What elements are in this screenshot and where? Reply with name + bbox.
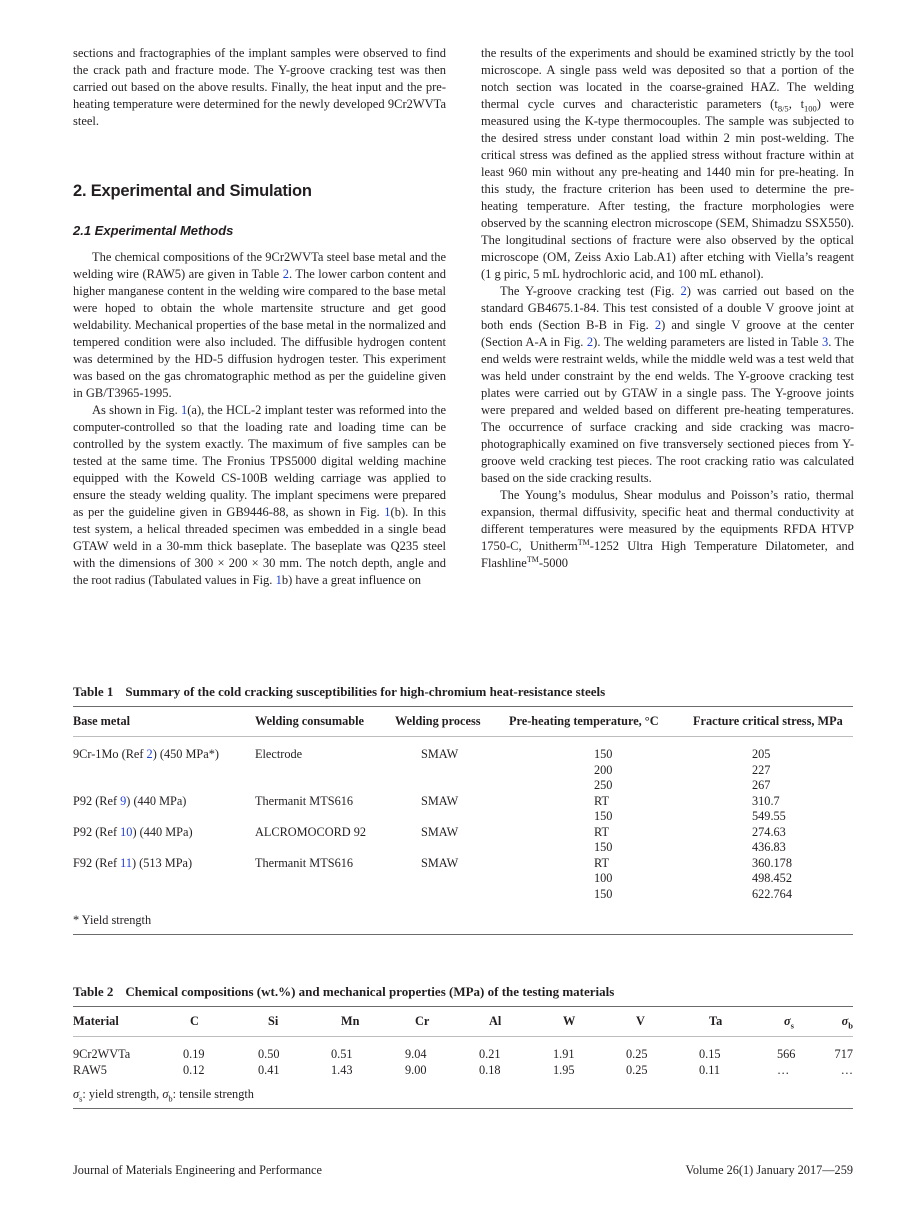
stress-cell xyxy=(693,856,853,903)
sigma-symbol: σ xyxy=(73,1087,80,1101)
journal-name: Journal of Materials Engineering and Performance xyxy=(73,1163,322,1177)
column-header: V xyxy=(636,1014,645,1028)
value-cell: 717 xyxy=(834,1047,853,1061)
text: , t xyxy=(788,97,805,111)
text: ) and single V groove at the center (Section A-A in Fig. xyxy=(481,318,854,349)
material-cell: 9Cr2WVTa xyxy=(73,1047,131,1061)
y-groove-paragraph xyxy=(481,283,854,487)
stress-cell xyxy=(693,825,853,856)
base-metal-cell xyxy=(73,856,255,903)
reference-link[interactable]: 11 xyxy=(120,855,132,870)
text: -5000 xyxy=(538,556,569,570)
column-header: Fracture critical stress, MPa xyxy=(693,714,843,728)
column-header xyxy=(829,1007,853,1036)
value-cell: 0.41 xyxy=(258,1062,280,1077)
subscript: s xyxy=(790,1020,794,1031)
temperature-cell xyxy=(509,825,693,856)
column-header: Welding consumable xyxy=(255,714,364,728)
table-header-row xyxy=(73,1007,853,1036)
value: 100 xyxy=(594,871,613,885)
consumable-cell: Thermanit MTS616 xyxy=(255,793,354,808)
value-cell: 0.12 xyxy=(183,1062,205,1077)
text: ) were measured using the K-type thermocouples. The sample was subjected to the desired stress under constant load within 2 min post-welding. The critical stress was defined as the applied stress without fracture within at least 960 min without any pre-heating and 1440 min for pre-heating. In this study, the fracture criterion has been used to determine the pre-heating temperature. After testing, the fracture morphologies were observed by the scanning electron microscope (SEM, Shimadzu SSX550). The longitudinal sections of fracture were also observed by the optical microscope (OM, Zeiss Axio Lab.A1) after etching with Viella’s reagent (1 g piric, 5 mL hydrochloric acid, and 100 mL ethanol). xyxy=(481,97,854,281)
text: the results of the experiments and should be examined strictly by the tool microscope. A single pass weld was deposited so that a portion of the notch section was located in the coarse-grained HAZ. The welding thermal cycle curves and characteristic parameters (t xyxy=(481,46,854,111)
text: The Young’s modulus, Shear modulus and Poisson’s ratio, thermal expansion, thermal diffusivity, specific heat and thermal conductivity at different temperatures were measured by the equipments RFDA HTVP 1750-C, Unitherm xyxy=(481,488,854,553)
stress-cell xyxy=(693,794,853,825)
material-properties-paragraph xyxy=(481,487,854,572)
value: 622.764 xyxy=(752,886,792,901)
base-metal-cell xyxy=(73,825,255,856)
process-cell: SMAW xyxy=(421,793,459,808)
text: 9Cr-1Mo (Ref xyxy=(73,747,147,761)
value-cell: 0.51 xyxy=(331,1047,353,1061)
column-header: Al xyxy=(489,1014,502,1028)
right-column xyxy=(481,45,854,572)
value-cell: 0.11 xyxy=(699,1062,721,1077)
implant-test-paragraph xyxy=(73,402,446,589)
text: (b). In this test system, a helical threaded specimen was embedded in a single bead GTAW weld in a 30-mm thick baseplate. The baseplate was Q235 steel with the dimensions of 300 × 200 × 30 mm. The notch depth, angle and the root radius (Tabulated values in Fig. xyxy=(73,505,446,587)
table-1-grid xyxy=(73,707,853,736)
value: 250 xyxy=(594,778,613,792)
reference-link[interactable]: 2 xyxy=(146,747,153,761)
value-cell: 0.18 xyxy=(479,1062,501,1077)
table-row xyxy=(73,794,853,825)
sigma-symbol: σ xyxy=(162,1087,169,1101)
value: 436.83 xyxy=(752,840,786,854)
value-cell: 0.25 xyxy=(626,1047,648,1061)
value-cell: … xyxy=(777,1062,790,1077)
value-cell: 566 xyxy=(777,1047,796,1061)
text: ) (513 MPa) xyxy=(131,855,193,870)
figure-1-link[interactable]: 1 xyxy=(384,505,391,519)
volume-page: Volume 26(1) January 2017—259 xyxy=(685,1163,853,1177)
text: . The lower carbon content and higher manganese content in the welding wire compared to the base metal were hoped to obtain the whole martensite structure and get good weldability. Mechanical properties of the base metal in the normalized and tempered condition were also included. The diffusible hydrogen content was determined by the HD-5 diffusion hydrogen tester. This experiment was based on the gas chromatographic method as per the guideline given in GB/T3965-1995. xyxy=(73,267,447,400)
table-2-grid xyxy=(73,1007,853,1036)
temperature-cell xyxy=(509,856,693,903)
value: 267 xyxy=(752,778,771,792)
table-2-footnote xyxy=(73,1087,853,1108)
column-header: Ta xyxy=(709,1014,723,1028)
value-cell: 0.15 xyxy=(699,1047,721,1061)
value: RT xyxy=(594,855,609,870)
column-header xyxy=(767,1007,829,1036)
subscript: 8/5 xyxy=(777,103,789,114)
value-cell: 0.50 xyxy=(258,1047,280,1061)
table-row xyxy=(73,1047,853,1063)
text: As shown in Fig. xyxy=(92,403,181,417)
table-title: Chemical compositions (wt.%) and mechanical properties (MPa) of the testing materials xyxy=(125,984,615,999)
value-cell: 1.95 xyxy=(553,1062,575,1077)
column-header: Mn xyxy=(341,1014,360,1028)
intro-paragraph-end: sections and fractographies of the implant samples were observed to find the crack path and fracture mode. The Y-groove cracking test was then carried out based on the above results. Finally, the heat input and the pre-heating temperature were determined for the newly developed 9Cr2WVTa steel. xyxy=(73,46,446,128)
trademark: TM xyxy=(577,537,590,547)
page-footer xyxy=(73,1163,853,1178)
reference-link[interactable]: 9 xyxy=(120,793,127,808)
table-rule xyxy=(73,1108,853,1109)
process-cell: SMAW xyxy=(421,747,459,761)
table-number: Table 2 xyxy=(73,984,114,999)
column-header: C xyxy=(190,1014,199,1028)
value: RT xyxy=(594,793,609,808)
implant-continuation-paragraph xyxy=(481,45,854,283)
table-2-body xyxy=(73,1047,853,1078)
table-3-link[interactable]: 3 xyxy=(821,335,829,349)
column-header: Cr xyxy=(415,1014,430,1028)
table-1-footnote: * Yield strength xyxy=(73,913,152,927)
table-number: Table 1 xyxy=(73,684,114,699)
chemical-composition-paragraph xyxy=(73,249,446,402)
process-cell: SMAW xyxy=(421,855,459,870)
sigma-symbol: σ xyxy=(784,1014,791,1028)
table-row xyxy=(73,747,853,794)
text: -1252 Ultra High Temperature Dilatometer, and Flashline xyxy=(481,539,854,570)
base-metal-cell xyxy=(73,794,255,825)
value-cell: 9.00 xyxy=(405,1062,427,1077)
text: b) have a great influence on xyxy=(281,573,421,587)
consumable-cell: Thermanit MTS616 xyxy=(255,855,354,870)
value-cell: 0.19 xyxy=(183,1047,205,1061)
text: (a), the HCL-2 implant tester was reformed into the computer-controlled so that the loading rate and loading time can be controlled by the system exactly. The maximum of five samples can be tested at the same time. The Fronius TPS5000 digital welding machine equipped with the Koweld CS-100B welding carriage was applied to ensure the steady welding quality. The implant specimens were prepared as per the guideline given in GB9446-88, as shown in Fig. xyxy=(73,403,446,519)
text: The chemical compositions of the 9Cr2WVTa steel base metal and the welding wire (RAW5) are given in Table xyxy=(73,250,446,281)
table-header-row xyxy=(73,707,853,736)
value-cell: 0.25 xyxy=(626,1062,648,1077)
column-header: Pre-heating temperature, °C xyxy=(509,714,659,728)
text: ) (440 MPa) xyxy=(132,824,193,839)
table-2-caption xyxy=(73,983,853,1000)
subsection-heading: 2.1 Experimental Methods xyxy=(73,223,234,238)
value: 150 xyxy=(594,840,613,854)
temperature-cell xyxy=(509,794,693,825)
value-cell: … xyxy=(840,1062,853,1077)
table-row xyxy=(73,1063,853,1079)
text: : tensile strength xyxy=(172,1087,254,1101)
subscript: s xyxy=(79,1093,83,1104)
text: ) (440 MPa) xyxy=(126,793,187,808)
subscript: 100 xyxy=(804,103,817,114)
value: 310.7 xyxy=(752,793,780,808)
value-cell: 0.21 xyxy=(479,1047,501,1061)
value: RT xyxy=(594,824,609,839)
column-header: Welding process xyxy=(395,714,481,728)
material-cell: RAW5 xyxy=(73,1062,107,1077)
base-metal-cell xyxy=(73,747,255,794)
table-title: Summary of the cold cracking susceptibilities for high-chromium heat-resistance steels xyxy=(125,684,606,699)
value: 150 xyxy=(594,809,613,823)
column-header: Base metal xyxy=(73,714,131,728)
table-row xyxy=(73,856,853,903)
figure-1-link[interactable]: 1 xyxy=(275,573,282,587)
value: 200 xyxy=(594,762,613,777)
value: 150 xyxy=(594,886,613,901)
figure-2-link[interactable]: 2 xyxy=(654,318,662,332)
value-cell: 9.04 xyxy=(405,1047,427,1061)
figure-1-link[interactable]: 1 xyxy=(180,403,188,417)
text: ) (450 MPa*) xyxy=(152,747,219,761)
temperature-cell xyxy=(509,747,693,794)
subscript: b xyxy=(848,1020,853,1031)
table-1-body xyxy=(73,747,853,902)
text: ). The welding parameters are listed in Table xyxy=(593,335,822,349)
value: 227 xyxy=(752,762,771,777)
figure-2-link[interactable]: 2 xyxy=(586,335,594,349)
text: The Y-groove cracking test (Fig. xyxy=(500,284,681,298)
consumable-cell: ALCROMOCORD 92 xyxy=(255,824,367,839)
text: : yield strength, xyxy=(82,1087,163,1101)
text: P92 (Ref xyxy=(73,824,121,839)
process-cell: SMAW xyxy=(421,824,459,839)
table-rule xyxy=(73,934,853,935)
value: 274.63 xyxy=(752,824,786,839)
subscript: b xyxy=(168,1093,173,1104)
table-2-link[interactable]: 2 xyxy=(282,267,289,281)
trademark: TM xyxy=(526,554,539,564)
figure-2-link[interactable]: 2 xyxy=(680,284,687,298)
value-cell: 1.91 xyxy=(553,1047,575,1061)
left-column xyxy=(73,45,446,589)
column-header: W xyxy=(563,1014,576,1028)
section-heading: 2. Experimental and Simulation xyxy=(73,182,312,200)
value-cell: 1.43 xyxy=(331,1062,353,1077)
table-1 xyxy=(73,683,853,935)
value: 498.452 xyxy=(752,871,792,885)
text: . The end welds were restraint welds, while the middle weld was a test weld that was held under constraint by the end welds. The Y-groove cracking test plates were carried out by GTAW in a single pass. The Y-groove joints were prepared and welded based on different pre-heating temperatures. The occurrence of surface cracking and side cracking was macro-photographically examined on five transversely sectioned pieces from Y-groove weld cracking test pieces. The root cracking ratio was calculated based on the side cracking results. xyxy=(481,335,854,485)
value: 205 xyxy=(752,747,771,761)
reference-link[interactable]: 10 xyxy=(120,824,133,839)
value: 360.178 xyxy=(752,855,792,870)
column-header: Material xyxy=(73,1014,119,1028)
table-row xyxy=(73,825,853,856)
stress-cell xyxy=(693,747,853,794)
text: F92 (Ref xyxy=(73,855,121,870)
column-header: Si xyxy=(268,1014,279,1028)
consumable-cell: Electrode xyxy=(255,747,303,761)
text: ) was carried out based on the standard GB4675.1-84. This test consisted of a double V groove joint at both ends (Section B-B in Fig. xyxy=(481,284,855,332)
text: P92 (Ref xyxy=(73,793,121,808)
table-1-caption xyxy=(73,683,853,700)
value: 150 xyxy=(594,747,613,761)
sigma-symbol: σ xyxy=(841,1014,849,1028)
value: 549.55 xyxy=(752,809,786,823)
table-2 xyxy=(73,983,853,1109)
